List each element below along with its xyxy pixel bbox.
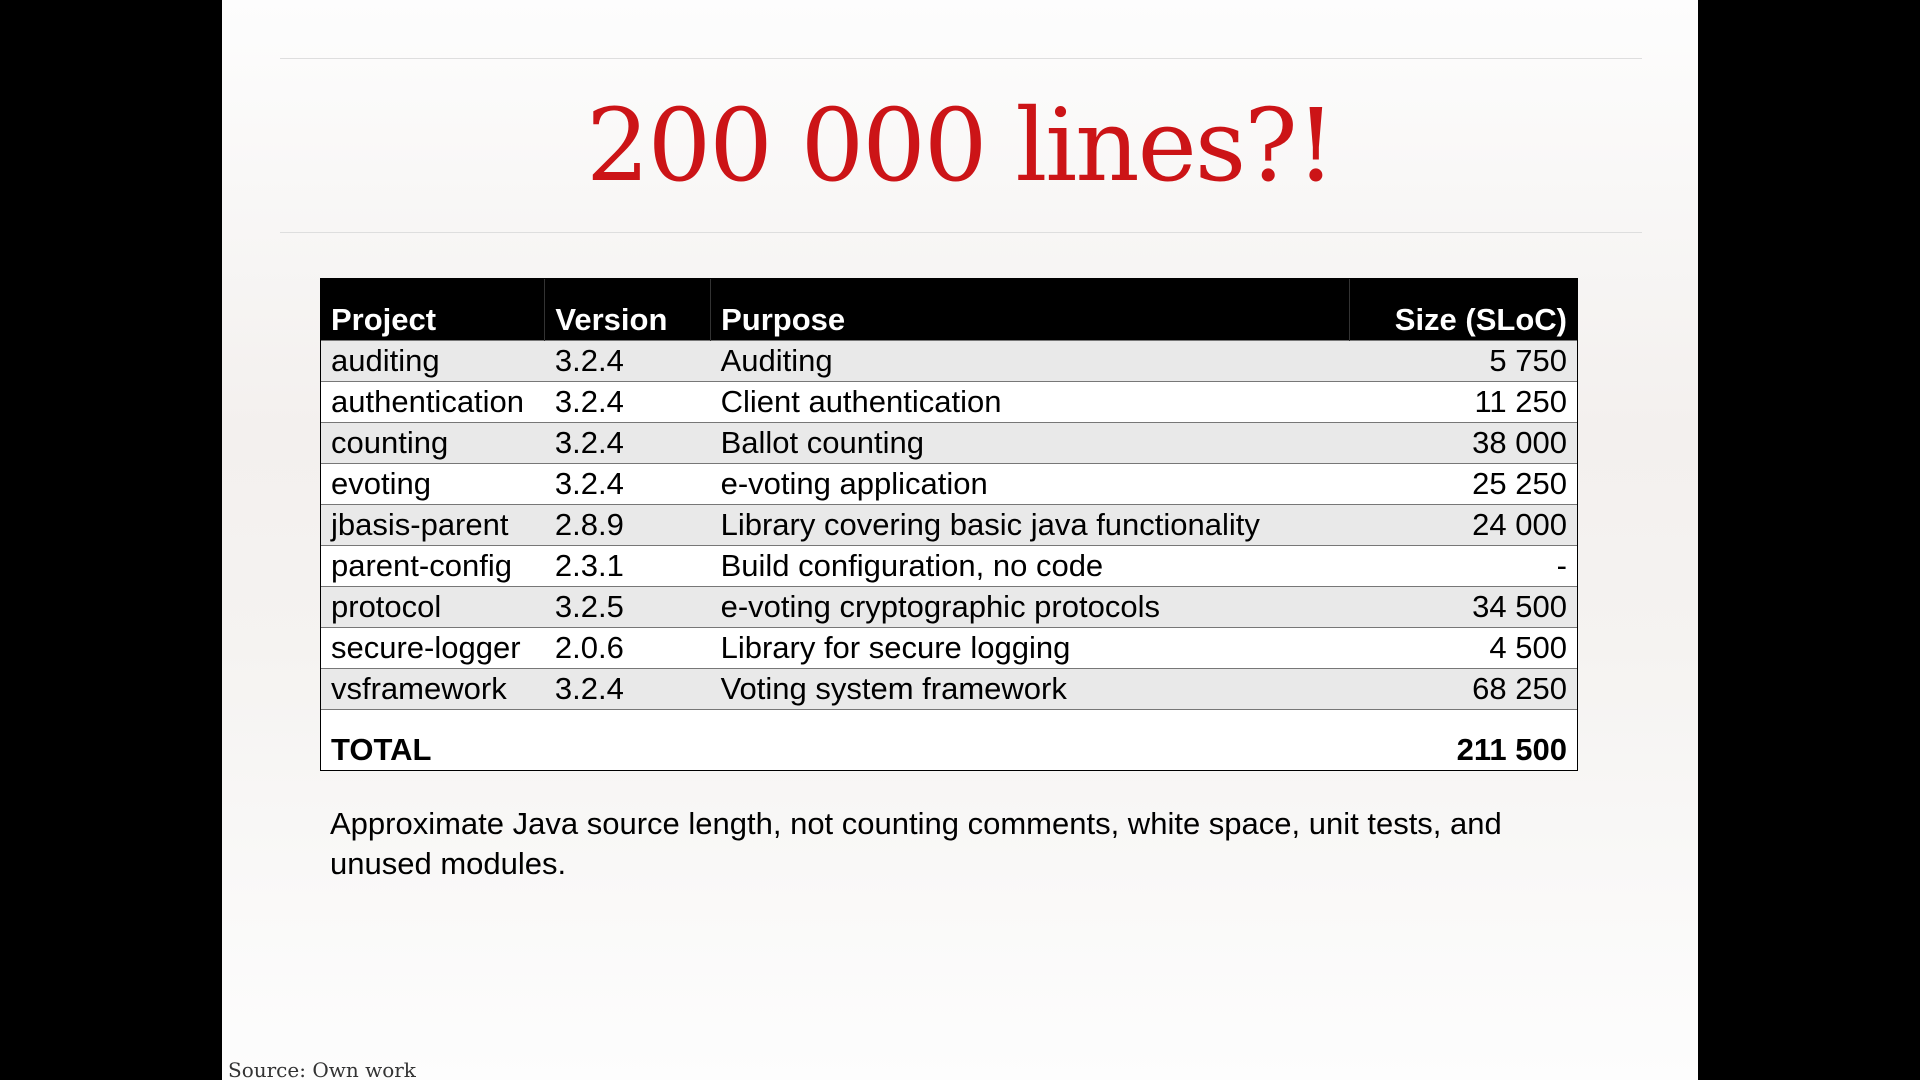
header-purpose: Purpose [711,279,1350,341]
cell-size: - [1350,546,1577,587]
cell-size: 24 000 [1350,505,1577,546]
cell-project: vsframework [321,669,545,710]
table-row [321,341,1577,382]
cell-purpose: e-voting cryptographic protocols [711,587,1350,628]
cell-purpose: Library for secure logging [711,628,1350,669]
cell-version: 3.2.4 [545,341,711,382]
cell-purpose: Ballot counting [711,423,1350,464]
cell-project: auditing [321,341,545,382]
cell-version: 2.0.6 [545,628,711,669]
table-row [321,669,1577,710]
cell-size: 5 750 [1350,341,1577,382]
total-row [321,710,1577,771]
cell-size: 11 250 [1350,382,1577,423]
table-row [321,464,1577,505]
cell-purpose: Library covering basic java functionality [711,505,1350,546]
total-size: 211 500 [1350,710,1577,771]
table-row [321,423,1577,464]
cell-size: 4 500 [1350,628,1577,669]
cell-project: counting [321,423,545,464]
cell-project: jbasis-parent [321,505,545,546]
cell-version: 3.2.5 [545,587,711,628]
cell-version: 2.8.9 [545,505,711,546]
cell-purpose: e-voting application [711,464,1350,505]
cell-size: 34 500 [1350,587,1577,628]
cell-size: 68 250 [1350,669,1577,710]
slide-title: 200 000 lines?! [586,87,1334,204]
cell-project: parent-config [321,546,545,587]
cell-version: 3.2.4 [545,464,711,505]
table-header-row [321,279,1577,341]
source-credit: Source: Own work [228,1058,416,1080]
table-row [321,587,1577,628]
cell-project: protocol [321,587,545,628]
cell-version: 3.2.4 [545,669,711,710]
table-row [321,628,1577,669]
header-size: Size (SLoC) [1350,279,1577,341]
cell-version: 2.3.1 [545,546,711,587]
cell-version: 3.2.4 [545,382,711,423]
top-divider [280,58,1642,59]
cell-purpose: Voting system framework [711,669,1350,710]
cell-size: 38 000 [1350,423,1577,464]
table-row [321,382,1577,423]
footnote: Approximate Java source length, not counting comments, white space, unit tests, and unused modules. [330,806,1502,881]
cell-project: authentication [321,382,545,423]
cell-purpose: Build configuration, no code [711,546,1350,587]
projects-table [320,278,1578,771]
header-version: Version [545,279,711,341]
cell-project: evoting [321,464,545,505]
header-project: Project [331,302,437,337]
cell-purpose: Auditing [711,341,1350,382]
total-label: TOTAL [321,710,1350,771]
table-row [321,546,1577,587]
cell-project: secure-logger [321,628,545,669]
cell-size: 25 250 [1350,464,1577,505]
slide [222,0,1698,1080]
cell-purpose: Client authentication [711,382,1350,423]
title-divider [280,232,1642,233]
cell-version: 3.2.4 [545,423,711,464]
table-row [321,505,1577,546]
